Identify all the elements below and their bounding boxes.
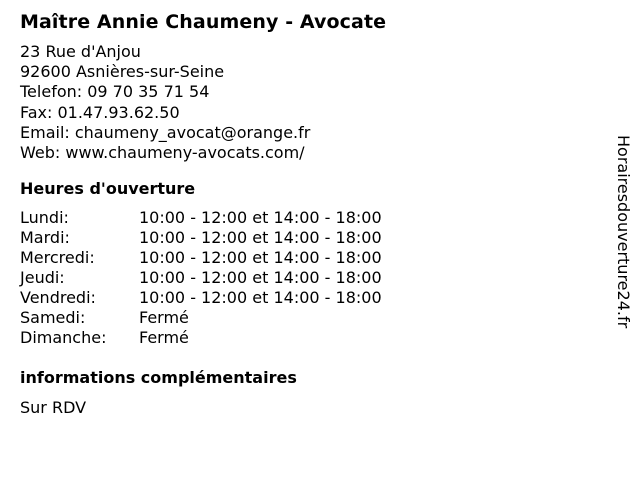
fax-number: Fax: 01.47.93.62.50 (20, 102, 180, 122)
hours-time: Fermé (139, 308, 189, 328)
hours-time: Fermé (139, 328, 189, 348)
hours-time: 10:00 - 12:00 et 14:00 - 18:00 (139, 268, 382, 288)
hours-row-vendredi (20, 288, 590, 308)
address-street: 23 Rue d'Anjou (20, 42, 141, 61)
page-title: Maître Annie Chaumeny - Avocate (20, 11, 387, 33)
hours-time: 10:00 - 12:00 et 14:00 - 18:00 (139, 228, 382, 248)
hours-time: 10:00 - 12:00 et 14:00 - 18:00 (139, 208, 382, 228)
hours-row-mercredi (20, 248, 590, 268)
hours-day: Lundi: (20, 208, 69, 228)
opening-hours-table (20, 208, 590, 348)
hours-day: Dimanche: (20, 328, 107, 348)
hours-row-dimanche (20, 328, 590, 348)
hours-time: 10:00 - 12:00 et 14:00 - 18:00 (139, 288, 382, 308)
email-address: Email: chaumeny_avocat@orange.fr (20, 122, 311, 142)
hours-day: Jeudi: (20, 268, 65, 288)
hours-day: Mardi: (20, 228, 70, 248)
phone-number: Telefon: 09 70 35 71 54 (20, 82, 210, 102)
info-heading: informations complémentaires (20, 368, 297, 388)
business-card (20, 10, 590, 418)
info-text: Sur RDV (20, 398, 87, 418)
hours-row-jeudi (20, 268, 590, 288)
brand-watermark: Horairesdouverture24.fr (614, 135, 633, 329)
website-url: Web: www.chaumeny-avocats.com/ (20, 143, 305, 163)
hours-day: Vendredi: (20, 288, 96, 308)
address-city: 92600 Asnières-sur-Seine (20, 62, 225, 82)
hours-row-samedi (20, 308, 590, 328)
contact-block (20, 42, 590, 163)
hours-heading: Heures d'ouverture (20, 179, 196, 199)
hours-time: 10:00 - 12:00 et 14:00 - 18:00 (139, 248, 382, 268)
hours-row-lundi (20, 208, 590, 228)
hours-day: Mercredi: (20, 248, 95, 268)
hours-row-mardi (20, 228, 590, 248)
hours-day: Samedi: (20, 308, 86, 328)
